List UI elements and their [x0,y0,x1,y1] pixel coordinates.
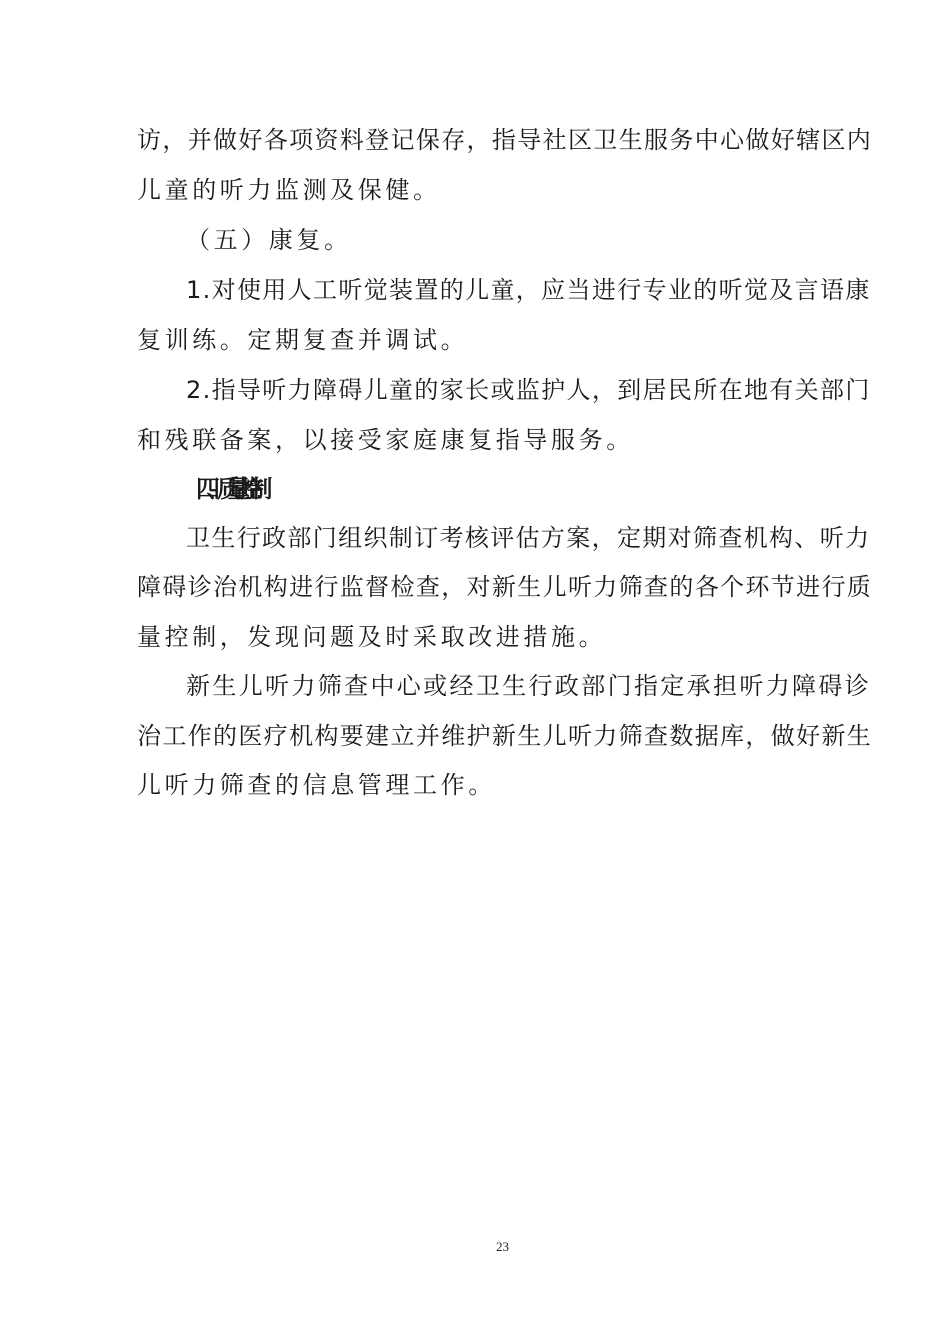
body-text-line: 和残联备案，以接受家庭康复指导服务。 [137,426,634,454]
body-text-line: 儿听力筛查的信息管理工作。 [137,771,496,799]
body-text-line: 儿童的听力监测及保健。 [137,176,441,204]
body-text-line: 1.对使用人工听觉装置的儿童，应当进行专业的听觉及言语康 [186,276,871,304]
body-text-line: 访，并做好各项资料登记保存，指导社区卫生服务中心做好辖区内 [137,126,873,154]
body-text-line: 障碍诊治机构进行监督检查，对新生儿听力筛查的各个环节进行质 [137,573,873,601]
section-heading: 四、质量控制 [196,475,259,503]
body-text-line: 2.指导听力障碍儿童的家长或监护人，到居民所在地有关部门 [186,376,871,404]
body-text-line: 治工作的医疗机构要建立并维护新生儿听力筛查数据库，做好新生 [137,722,873,750]
body-text-line: 复训练。定期复查并调试。 [137,326,469,354]
body-text-line: 量控制，发现问题及时采取改进措施。 [137,623,607,651]
subsection-heading: （五）康复。 [186,226,352,254]
body-text-line: 新生儿听力筛查中心或经卫生行政部门指定承担听力障碍诊 [186,672,872,700]
body-text-line: 卫生行政部门组织制订考核评估方案，定期对筛查机构、听力 [186,524,871,552]
page-number: 23 [496,1239,509,1254]
